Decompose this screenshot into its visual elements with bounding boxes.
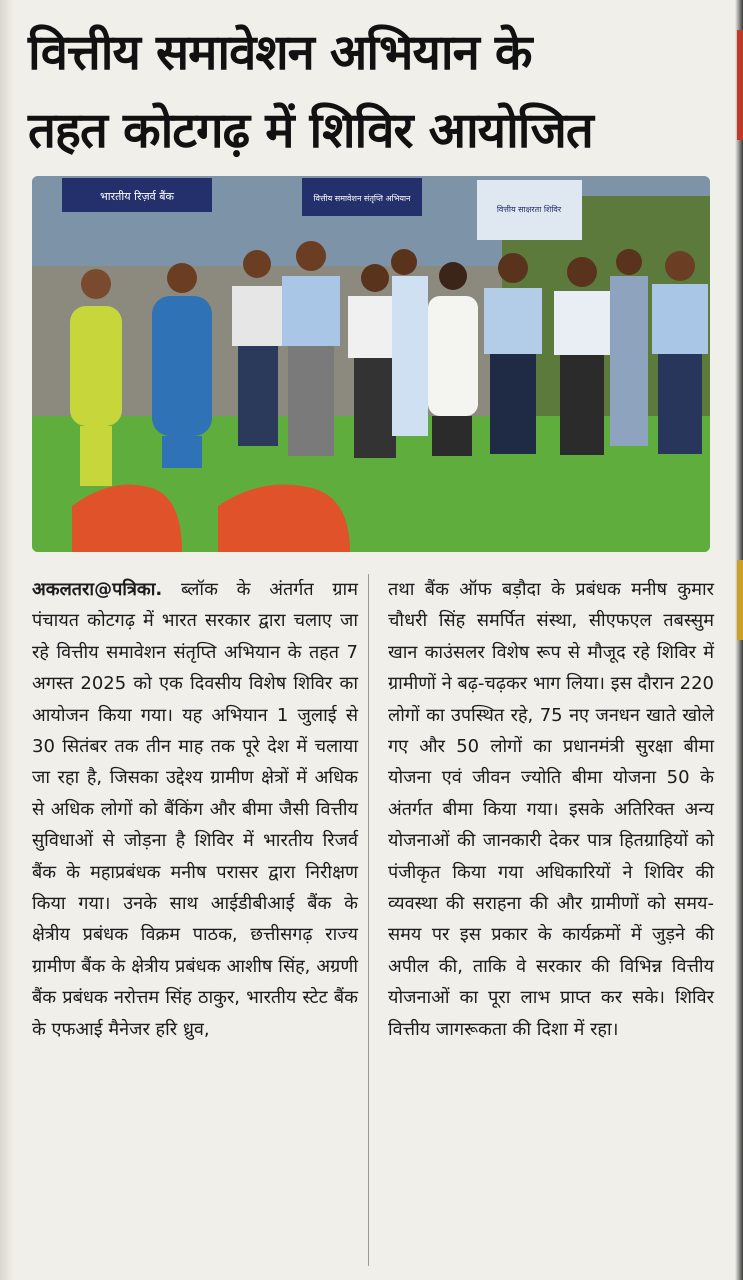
- column-1-paragraph: [32, 574, 358, 1045]
- paper-right-edge: [735, 0, 743, 1280]
- article-column-2: [388, 574, 714, 1266]
- photo-banner-1-text: भारतीय रिज़र्व बैंक: [100, 190, 174, 203]
- column-1-text: ब्लॉक के अंतर्गत ग्राम पंचायत कोटगढ़ में भारत सरकार द्वारा चलाए जा रहे वित्तीय समावेशन संतृप्ति अभियान के तहत 7 अगस्त 2025 को एक दिवसीय विशेष शिविर का आयोजन किया गया। यह अभियान 1 जुलाई से 30 सितंबर तक तीन माह तक पूरे देश में चलाया जा रहा है, जिसका उद्देश्य ग्रामीण क्षेत्रों में अधिक से अधिक लोगों को बैंकिंग और बीमा जैसी वित्तीय सुविधाओं से जोड़ना है शिविर में भारतीय रिजर्व बैंक के महाप्रबंधक मनीष परासर द्वारा निरीक्षण किया गया। उनके साथ आईडीबीआई बैंक के क्षेत्रीय प्रबंधक विक्रम पाठक, छत्तीसगढ़ राज्य ग्रामीण बैंक के क्षेत्रीय प्रबंधक आशीष सिंह, अग्रणी बैंक प्रबंधक नरोत्तम सिंह ठाकुर, भारतीय स्टेट बैंक के एफआई मैनेजर हरि ध्रुव,: [32, 579, 358, 1040]
- paper-left-edge: [0, 0, 14, 1280]
- article-body: [32, 574, 714, 1266]
- camp-group-photo: [32, 176, 710, 552]
- adjacent-page-yellow-mark: [737, 560, 743, 640]
- news-photo: [32, 176, 710, 552]
- dateline: अकलतरा@पत्रिका.: [32, 579, 163, 600]
- column-2-text: तथा बैंक ऑफ बड़ौदा के प्रबंधक मनीष कुमार चौधरी सिंह समर्पित संस्था, सीएफएल तबस्सुम खान काउंसलर विशेष रूप से मौजूद रहे शिविर में ग्रामीणों ने बढ़-चढ़कर भाग लिया। इस दौरान 220 लोगों का उपस्थित रहे, 75 नए जनधन खाते खोले गए और 50 लोगों का प्रधानमंत्री सुरक्षा बीमा योजना एवं जीवन ज्योति बीमा योजना 50 के अंतर्गत बीमा किया गया। इसके अतिरिक्त अन्य योजनाओं की जानकारी देकर पात्र हितग्राहियों को पंजीकृत किया गया अधिकारियों ने शिविर की व्यवस्था की सराहना की और ग्रामीणों को समय-समय पर इस प्रकार के कार्यक्रमों में जुड़ने की अपील की, ताकि वे सरकार की विभिन्न वित्तीय योजनाओं का पूरा लाभ प्राप्त कर सके। शिविर वित्तीय जागरूकता की दिशा में रहा।: [388, 579, 714, 1040]
- person-10: [610, 249, 648, 446]
- photo-banner-2-text: वित्तीय समावेशन संतृप्ति अभियान: [313, 194, 411, 203]
- headline: [28, 14, 718, 170]
- headline-line-2: तहत कोटगढ़ में शिविर आयोजित: [28, 102, 593, 159]
- headline-line-1: वित्तीय समावेशन अभियान के: [28, 24, 532, 81]
- photo-banner-3-text: वित्तीय साक्षरता शिविर: [496, 205, 562, 214]
- article-column-1: [32, 574, 369, 1266]
- adjacent-page-red-mark: [737, 30, 743, 140]
- person-6: [391, 249, 428, 436]
